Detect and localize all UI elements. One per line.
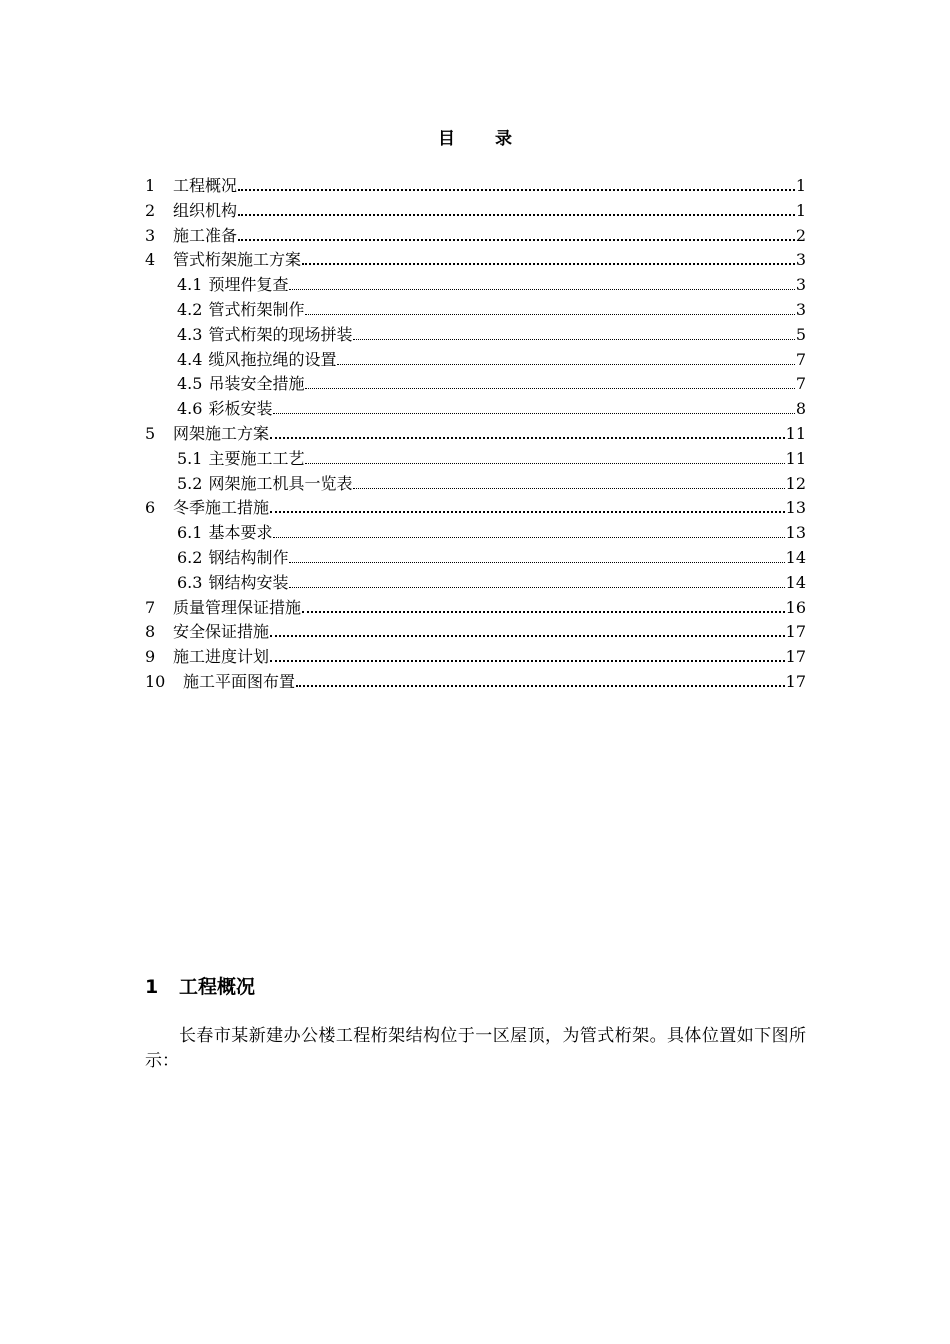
toc-entry-title: 缆风拖拉绳的设置 <box>208 349 337 369</box>
toc-entry-number: 4.4 <box>177 349 203 369</box>
toc-entry-title: 工程概况 <box>173 176 238 195</box>
toc-dot-leader <box>305 302 794 315</box>
toc-entry-number: 5 <box>145 423 156 443</box>
section-heading <box>145 972 255 999</box>
toc-entry-title: 管式桁架制作 <box>208 299 305 319</box>
toc-entry-title: 施工平面图布置 <box>183 671 296 691</box>
toc-entry-page: 7 <box>795 374 806 394</box>
toc-entry-title: 预埋件复查 <box>208 275 289 295</box>
toc-entry-number: 8 <box>145 622 156 642</box>
toc-entry-page: 12 <box>785 473 806 493</box>
toc-dot-leader <box>270 623 785 637</box>
toc-entry[interactable] <box>145 397 806 422</box>
toc-entry-page: 3 <box>795 275 806 295</box>
toc-entry[interactable] <box>145 372 806 397</box>
section-number: 1 <box>145 976 159 998</box>
toc-entry[interactable] <box>145 546 806 571</box>
toc-entry-page: 7 <box>795 349 806 369</box>
toc-dot-leader <box>305 376 794 389</box>
toc-dot-leader <box>289 550 784 563</box>
toc-entry-title: 主要施工工艺 <box>208 448 305 468</box>
toc-entry-number: 5.2 <box>177 473 203 493</box>
table-of-contents <box>145 174 806 695</box>
toc-entry-title: 网架施工方案 <box>173 423 270 443</box>
toc-entry-title: 施工进度计划 <box>173 647 270 667</box>
toc-dot-leader <box>270 425 785 439</box>
toc-entry[interactable] <box>145 199 806 224</box>
toc-entry[interactable] <box>145 298 806 323</box>
toc-entry-page: 3 <box>795 299 806 319</box>
toc-title-right: 录 <box>495 129 512 149</box>
toc-entry-title: 安全保证措施 <box>173 622 270 642</box>
toc-entry-number: 6.1 <box>177 523 203 543</box>
toc-dot-leader <box>238 177 795 191</box>
toc-entry[interactable] <box>145 248 806 273</box>
toc-entry-page: 13 <box>785 523 806 543</box>
toc-entry-page: 8 <box>795 399 806 419</box>
toc-dot-leader <box>270 648 785 662</box>
toc-dot-leader <box>302 251 795 265</box>
toc-dot-leader <box>353 327 794 340</box>
toc-entry-page: 17 <box>785 671 806 691</box>
toc-entry-title: 钢结构制作 <box>208 547 289 567</box>
toc-entry-number: 4.6 <box>177 399 203 419</box>
toc-dot-leader <box>270 499 785 513</box>
toc-dot-leader <box>302 599 785 613</box>
toc-entry[interactable] <box>145 645 806 670</box>
toc-entry[interactable] <box>145 422 806 447</box>
toc-entry[interactable] <box>145 496 806 521</box>
toc-entry-page: 2 <box>795 225 806 245</box>
toc-entry-number: 4.5 <box>177 374 203 394</box>
toc-entry-page: 17 <box>785 622 806 642</box>
body-paragraph: 长春市某新建办公楼工程桁架结构位于一区屋顶，为管式桁架。具体位置如下图所示： <box>145 1026 806 1071</box>
toc-entry[interactable] <box>145 620 806 645</box>
toc-entry-number: 1 <box>145 176 156 195</box>
section-title: 工程概况 <box>179 976 256 998</box>
toc-dot-leader <box>353 476 784 489</box>
toc-dot-leader <box>305 451 784 464</box>
toc-entry-page: 16 <box>785 597 806 617</box>
toc-entry[interactable] <box>145 596 806 621</box>
toc-entry-page: 14 <box>785 572 806 592</box>
toc-entry-page: 11 <box>785 423 806 443</box>
toc-entry-title: 冬季施工措施 <box>173 498 270 518</box>
toc-dot-leader <box>289 575 784 588</box>
toc-entry-title: 吊装安全措施 <box>208 374 305 394</box>
toc-entry-number: 2 <box>145 200 156 220</box>
toc-entry[interactable] <box>145 224 806 249</box>
toc-entry-page: 14 <box>785 547 806 567</box>
toc-entry-title: 组织机构 <box>173 200 238 220</box>
toc-entry-number: 6.3 <box>177 572 203 592</box>
toc-entry-title: 管式桁架施工方案 <box>173 250 302 270</box>
toc-entry-number: 4 <box>145 250 156 270</box>
toc-entry-number: 4.3 <box>177 324 203 344</box>
toc-entry[interactable] <box>145 323 806 348</box>
toc-dot-leader <box>273 525 784 538</box>
toc-entry-title: 彩板安装 <box>208 399 273 419</box>
toc-entry-number: 3 <box>145 225 156 245</box>
toc-entry-title: 基本要求 <box>208 523 273 543</box>
toc-entry-page: 13 <box>785 498 806 518</box>
toc-dot-leader <box>289 277 794 290</box>
toc-entry-page: 1 <box>795 200 806 220</box>
toc-dot-leader <box>238 202 795 216</box>
toc-entry-number: 9 <box>145 647 156 667</box>
toc-dot-leader <box>296 673 785 687</box>
toc-entry[interactable] <box>145 348 806 373</box>
toc-entry-number: 5.1 <box>177 448 203 468</box>
toc-entry-number: 6.2 <box>177 547 203 567</box>
toc-entry-page: 17 <box>785 647 806 667</box>
toc-entry-page: 5 <box>795 324 806 344</box>
toc-entry-number: 6 <box>145 498 156 518</box>
toc-entry-page: 11 <box>785 448 806 468</box>
toc-dot-leader <box>238 227 795 241</box>
toc-entry[interactable] <box>145 521 806 546</box>
toc-entry-title: 管式桁架的现场拼装 <box>208 324 353 344</box>
toc-entry-page: 3 <box>795 250 806 270</box>
toc-title-left: 目 <box>438 129 455 149</box>
toc-entry[interactable] <box>145 670 806 695</box>
toc-entry-number: 4.1 <box>177 275 203 295</box>
toc-entry-title: 施工准备 <box>173 225 238 245</box>
toc-entry-number: 4.2 <box>177 299 203 319</box>
toc-title <box>0 124 950 149</box>
toc-entry-page: 1 <box>795 176 806 195</box>
toc-entry[interactable] <box>145 571 806 596</box>
toc-entry-title: 网架施工机具一览表 <box>208 473 353 493</box>
toc-entry-number: 10 <box>145 671 166 691</box>
toc-entry-title: 钢结构安装 <box>208 572 289 592</box>
toc-dot-leader <box>337 352 794 365</box>
toc-entry[interactable] <box>145 472 806 497</box>
toc-entry[interactable] <box>145 273 806 298</box>
toc-dot-leader <box>273 401 794 414</box>
toc-entry-number: 7 <box>145 597 156 617</box>
toc-entry[interactable] <box>145 174 806 199</box>
toc-entry[interactable] <box>145 447 806 472</box>
toc-entry-title: 质量管理保证措施 <box>173 597 302 617</box>
